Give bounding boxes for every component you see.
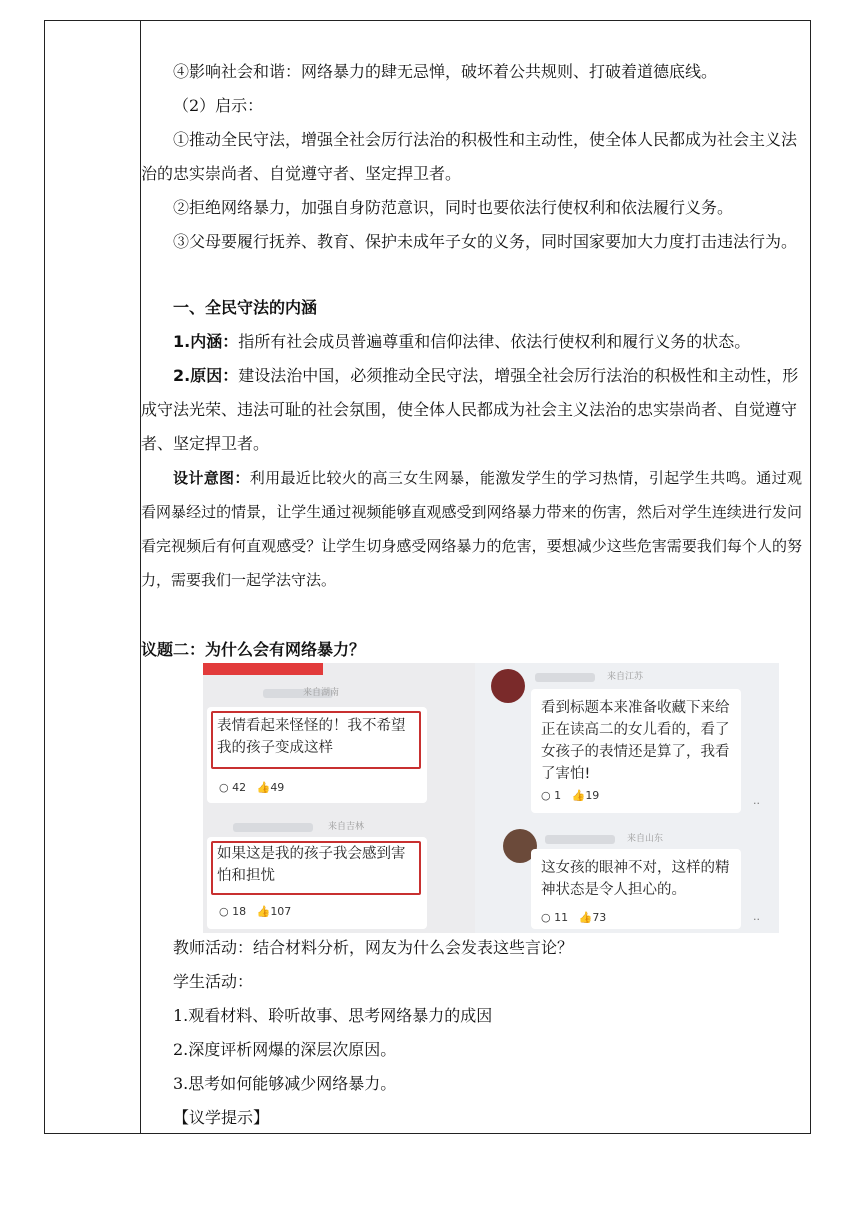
comment-origin-1: 来自湖南 — [303, 688, 340, 698]
law-section — [141, 291, 802, 461]
top-paragraphs — [141, 55, 802, 259]
comment-text-3: 看到标题本来准备收藏下来给正在读高二的女儿看的，看了女孩子的表情还是算了，我看了害怕! — [541, 700, 730, 782]
comment-origin-3: 来自江苏 — [607, 672, 644, 682]
comment-stats-2: ○ 18 👍107 — [219, 905, 292, 918]
like-count-3: 19 — [585, 789, 600, 802]
comments-left-panel — [203, 663, 475, 933]
paragraph-inspiration-heading: （2）启示： — [173, 96, 264, 115]
topic-two-row — [141, 633, 802, 667]
comment-card-3 — [531, 689, 741, 813]
comment-stats-3: ○ 1 👍19 — [541, 789, 600, 802]
paragraph-inspiration-3: ③父母要履行抚养、教育、保护未成年子女的义务，同时国家要加大力度打击违法行为。 — [173, 232, 798, 251]
reply-count-2: 18 — [232, 905, 247, 918]
comment-card-2 — [207, 837, 427, 929]
teacher-activity: 教师活动：结合材料分析，网友为什么会发表这些言论？ — [173, 938, 574, 957]
reason-paragraph — [141, 359, 802, 461]
paragraph-inspiration-1: ①推动全民守法，增强全社会厉行法治的积极性和主动性，使全体人民都成为社会主义法治的忠实崇尚者、自觉遵守者、坚定捍卫者。 — [141, 130, 798, 183]
reason-text: 建设法治中国，必须推动全民守法，增强全社会厉行法治的积极性和主动性，形成守法光荣、违法可耻的社会氛围，使全体人民都成为社会主义法治的忠实崇尚者、自觉遵守者、坚定捍卫者。 — [141, 366, 799, 453]
student-activity-3: 3.思考如何能够减少网络暴力。 — [173, 1074, 397, 1093]
like-count-2: 107 — [270, 905, 292, 918]
activities — [141, 931, 802, 1135]
scenario-banner — [203, 663, 323, 675]
discussion-prompt-label: 【议学提示】 — [173, 1108, 270, 1127]
more-icon: ·· — [753, 913, 760, 926]
comment-stats-1: ○ 42 👍49 — [219, 781, 285, 794]
lesson-table — [44, 20, 811, 1134]
definition-paragraph — [141, 325, 802, 359]
reason-label: 2.原因： — [173, 366, 239, 385]
reply-count-1: 42 — [232, 781, 247, 794]
comment-text-4: 这女孩的眼神不对，这样的精神状态是令人担心的。 — [541, 860, 730, 898]
comment-card-1 — [207, 707, 427, 803]
student-activity-label: 学生活动： — [173, 972, 254, 991]
student-activity-2: 2.深度评析网爆的深层次原因。 — [173, 1040, 397, 1059]
comment-text-2: 如果这是我的孩子我会感到害怕和担忧 — [217, 846, 406, 884]
blurred-username — [535, 673, 595, 682]
definition-label: 1.内涵： — [173, 332, 239, 351]
paragraph-impact: ④影响社会和谐：网络暴力的肆无忌惮，破坏着公共规则、打破着道德底线。 — [173, 62, 718, 81]
blurred-username — [233, 823, 313, 832]
section-heading: 一、全民守法的内涵 — [173, 298, 318, 317]
student-activity-1: 1.观看材料、聆听故事、思考网络暴力的成因 — [173, 1006, 493, 1025]
reply-count-3: 1 — [554, 789, 562, 802]
comment-card-4 — [531, 849, 741, 929]
comment-text-1: 表情看起来怪怪的！我不希望我的孩子变成这样 — [217, 718, 406, 756]
avatar — [491, 669, 525, 703]
reply-count-4: 11 — [554, 911, 569, 924]
blurred-username — [545, 835, 615, 844]
like-icon: 👍 — [256, 781, 271, 794]
like-count-4: 73 — [592, 911, 607, 924]
like-icon: 👍 — [578, 911, 593, 924]
paragraph-inspiration-2: ②拒绝网络暴力，加强自身防范意识，同时也要依法行使权利和依法履行义务。 — [173, 198, 734, 217]
design-intent — [141, 461, 802, 597]
comment-stats-4: ○ 11 👍73 — [541, 911, 607, 924]
comment-origin-2: 来自吉林 — [328, 822, 365, 832]
comments-screenshot — [203, 663, 779, 933]
topic-two-heading: 议题二：为什么会有网络暴力？ — [141, 640, 366, 659]
more-icon: ·· — [753, 797, 760, 810]
like-icon: 👍 — [256, 905, 271, 918]
design-intent-label: 设计意图： — [173, 469, 250, 487]
design-intent-text: 利用最近比较火的高三女生网暴，能激发学生的学习热情，引起学生共鸣。通过观看网暴经过的情景，让学生通过视频能够直观感受到网络暴力带来的伤害，然后对学生连续进行发问看完视频后有何直观感受？让学生切身感受网络暴力的危害，要想减少这些危害需要我们每个人的努力，需要我们一起学法守法。 — [141, 469, 802, 589]
comment-origin-4: 来自山东 — [627, 834, 664, 844]
like-count-1: 49 — [270, 781, 285, 794]
like-icon: 👍 — [571, 789, 586, 802]
comments-right-panel — [479, 663, 779, 933]
definition-text: 指所有社会成员普遍尊重和信仰法律、依法行使权利和履行义务的状态。 — [238, 332, 751, 351]
